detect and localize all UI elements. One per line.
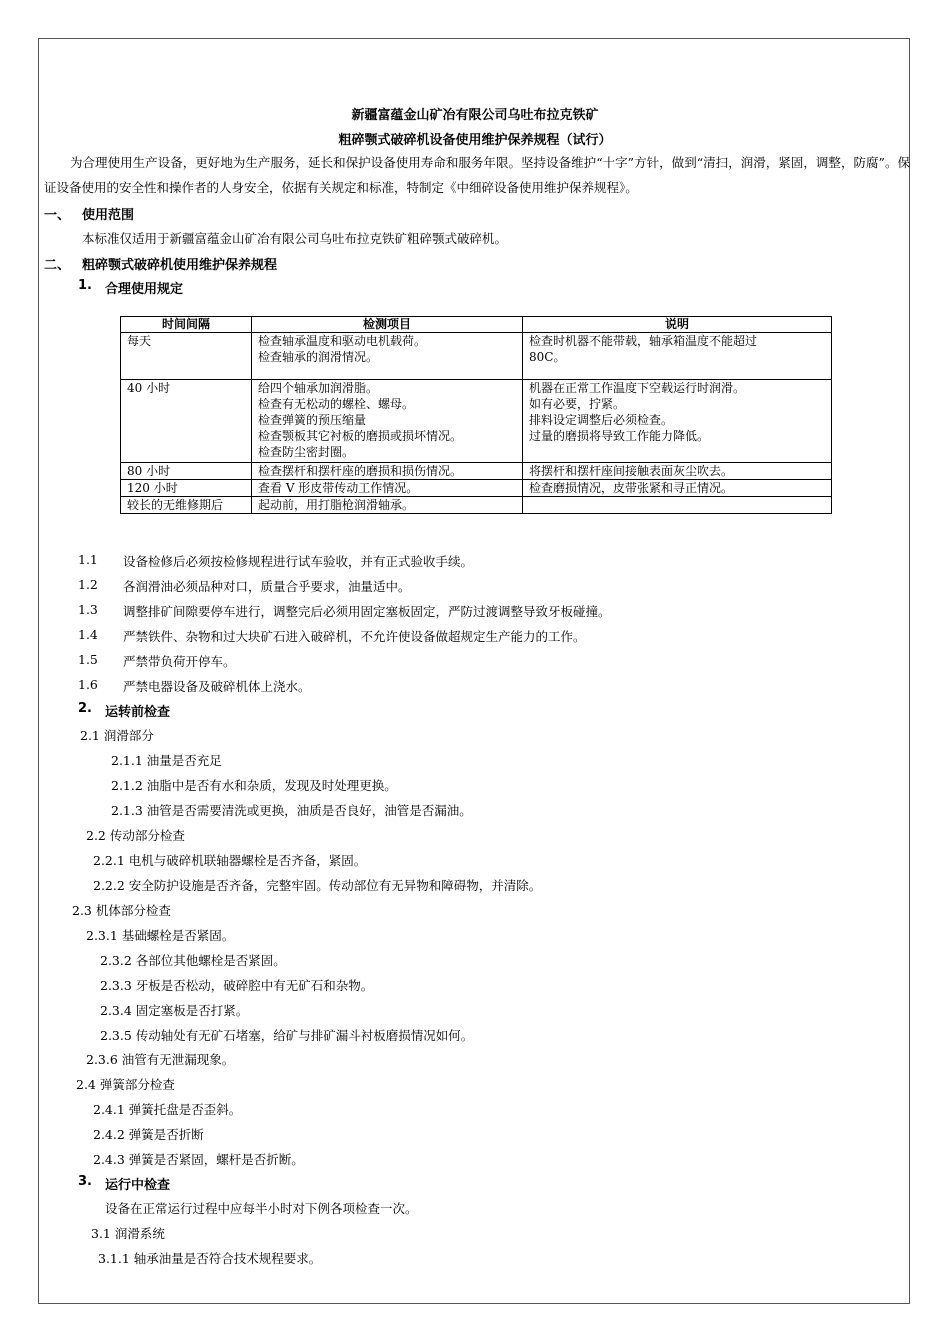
check-item: 2.4 弹簧部分检查 [76,1077,175,1092]
document-title: 新疆富蕴金山矿冶有限公司乌吐布拉克铁矿 [351,108,599,123]
check-item: 2.2.2 安全防护设施是否齐备，完整牢固。传动部位有无异物和障碍物，并清除。 [93,878,542,893]
table-row [121,380,832,463]
table-row [121,497,832,514]
rule-text: 设备检修后必须按检修规程进行试车验收，并有正式验收手续。 [123,554,474,569]
cell-items [252,380,523,463]
item-line: 检查摆杆和摆杆座的磨损和损伤情况。 [258,464,463,478]
rule-text: 严禁带负荷开停车。 [123,654,236,669]
sub1-number: 1. [78,278,92,293]
check-item: 2.3.1 基础螺栓是否紧固。 [86,928,235,943]
section1-title: 使用范围 [82,208,135,223]
table-header-row [121,317,832,333]
section2-number: 二、 [44,258,71,273]
item-line: 检查有无松动的螺栓、螺母。 [258,397,415,411]
check-item: 2.3.4 固定塞板是否打紧。 [100,1003,249,1018]
check-item: 2.2.1 电机与破碎机联轴器螺栓是否齐备，紧固。 [93,853,367,868]
check-item: 2.1.2 油脂中是否有水和杂质，发现及时处理更换。 [111,778,397,793]
item-line: 检查轴承的润滑情况。 [258,350,379,364]
run-item: 3.1 润滑系统 [91,1226,165,1241]
sub1-title: 合理使用规定 [105,282,184,297]
check-item: 2.3.3 牙板是否松动，破碎腔中有无矿石和杂物。 [100,978,374,993]
cell-notes [523,333,832,380]
check-item: 2.2 传动部分检查 [86,828,185,843]
cell-interval: 120 小时 [121,480,252,497]
header-notes: 说明 [523,317,832,333]
cell-interval: 40 小时 [121,380,252,463]
rule-number: 1.6 [78,677,98,692]
check-item: 2.1.1 油量是否充足 [111,753,222,768]
note-line: 80C。 [529,350,566,364]
section2-title: 粗碎颚式破碎机使用维护保养规程 [82,258,278,273]
cell-interval: 每天 [121,333,252,380]
check-item: 2.1.3 油管是否需要清洗或更换，油质是否良好，油管是否漏油。 [111,803,472,818]
rule-number: 1.4 [78,627,98,642]
note-line: 将摆杆和摆杆座间接触表面灰尘吹去。 [529,464,734,478]
check-item: 2.3.6 油管有无泄漏现象。 [86,1052,235,1067]
item-line: 检查防尘密封圈。 [258,445,355,459]
cell-items [252,333,523,380]
rule-text: 严禁电器设备及破碎机体上浇水。 [123,679,311,694]
check-item: 2.3.5 传动轴处有无矿石堵塞，给矿与排矿漏斗衬板磨损情况如何。 [100,1028,474,1043]
sub2-number: 2. [78,701,92,716]
cell-items [252,463,523,480]
item-line: 给四个轴承加润滑脂。 [258,381,379,395]
header-interval: 时间间隔 [121,317,252,333]
check-item: 2.4.2 弹簧是否折断 [93,1127,204,1142]
section1-text: 本标准仅适用于新疆富蕴金山矿冶有限公司乌吐布拉克铁矿粗碎颚式破碎机。 [82,231,508,246]
sub3-title: 运行中检查 [105,1178,171,1193]
item-line: 检查轴承温度和驱动电机载荷。 [258,334,427,348]
note-line: 过量的磨损将导致工作能力降低。 [529,429,710,443]
rule-number: 1.3 [78,602,98,617]
section1-number: 一、 [44,208,71,223]
cell-notes [523,463,832,480]
maintenance-table [120,316,832,514]
check-item: 2.4.1 弹簧托盘是否歪斜。 [93,1102,242,1117]
note-line: 机器在正常工作温度下空载运行时润滑。 [529,381,746,395]
cell-notes [523,380,832,463]
note-line: 如有必要，拧紧。 [529,397,626,411]
table-row [121,480,832,497]
item-line: 检查颚板其它衬板的磨损或损坏情况。 [258,429,463,443]
rule-number: 1.5 [78,652,98,667]
note-line: 检查时机器不能带载，轴承箱温度不能超过 [529,334,758,348]
cell-items [252,480,523,497]
rule-number: 1.2 [78,577,98,592]
intro-paragraph: 为合理使用生产设备，更好地为生产服务，延长和保护设备使用寿命和服务年限。坚持设备维护“十字”方针，做到“清扫，润滑，紧固，调整，防腐”。保证设备使用的安全性和操作者的人身安全，依据有关规定和标准，特制定《中细碎设备使用维护保养规程》。 [44,155,910,195]
check-item: 2.3 机体部分检查 [72,903,171,918]
rule-text: 调整排矿间隙要停车进行，调整完后必须用固定塞板固定，严防过渡调整导致牙板碰撞。 [123,604,611,619]
rule-text: 各润滑油必须品种对口，质量合乎要求，油量适中。 [123,579,411,594]
cell-notes [523,480,832,497]
header-items: 检测项目 [252,317,523,333]
run-text: 设备在正常运行过程中应每半小时对下例各项检查一次。 [105,1201,418,1216]
cell-notes [523,497,832,514]
item-line: 检查弹簧的预压缩量 [258,413,367,427]
cell-items [252,497,523,514]
note-line: 检查磨损情况，皮带张紧和寻正情况。 [529,481,734,495]
check-item: 2.3.2 各部位其他螺栓是否紧固。 [100,953,286,968]
check-item: 2.4.3 弹簧是否紧固，螺杆是否折断。 [93,1152,304,1167]
rule-text: 严禁铁件、杂物和过大块矿石进入破碎机，不允许使设备做超规定生产能力的工作。 [123,629,586,644]
table-row [121,463,832,480]
rule-number: 1.1 [78,552,98,567]
item-line: 起动前，用打脂枪润滑轴承。 [258,498,415,512]
document-subtitle: 粗碎颚式破碎机设备使用维护保养规程（试行） [338,133,612,148]
sub2-title: 运转前检查 [105,705,171,720]
note-line: 排料设定调整后必须检查。 [529,413,674,427]
sub3-number: 3. [78,1174,92,1189]
run-item: 3.1.1 轴承油量是否符合技术规程要求。 [98,1251,322,1266]
cell-interval: 80 小时 [121,463,252,480]
item-line: 查看 V 形皮带传动工作情况。 [258,481,419,495]
table-row [121,333,832,380]
cell-interval: 较长的无维修期后 [121,497,252,514]
check-item: 2.1 润滑部分 [80,728,154,743]
